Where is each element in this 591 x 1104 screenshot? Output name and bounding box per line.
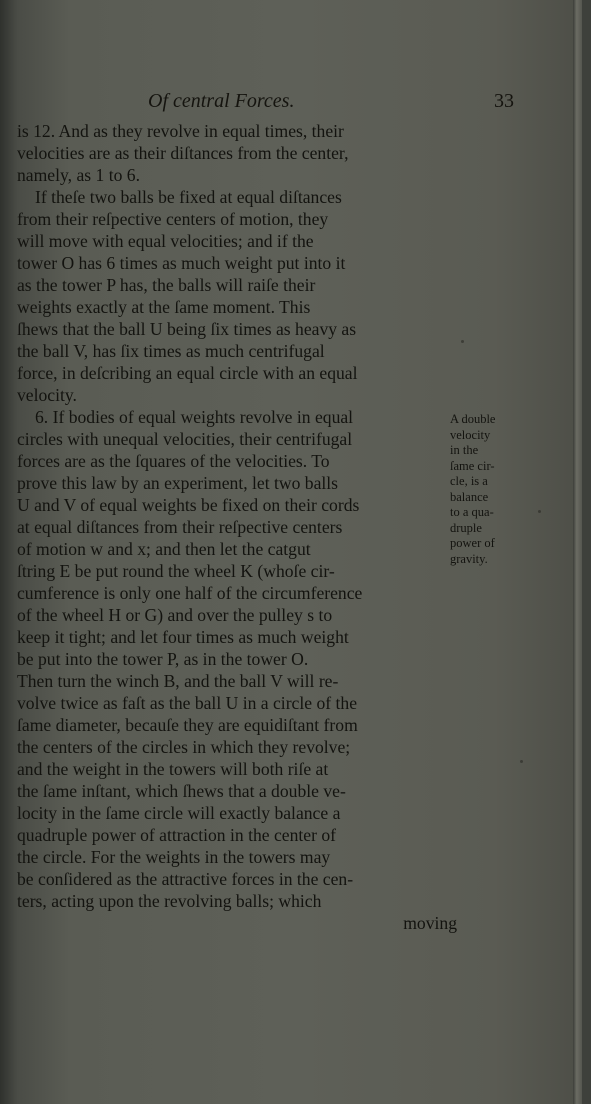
text-line: cumference is only one half of the circumference (17, 583, 363, 603)
text-line: velocities are as their diſtances from the center, (17, 143, 349, 163)
margin-note-line: to a qua- (450, 505, 494, 519)
text-line: as the tower P has, the balls will raiſe their (17, 275, 316, 295)
page-number: 33 (494, 90, 514, 112)
catchword: moving (403, 913, 457, 933)
paper-speck (520, 760, 523, 763)
text-line: be put into the tower P, as in the tower O. (17, 649, 309, 669)
margin-note-line: ſame cir- (450, 458, 495, 473)
text-line: tower O has 6 times as much weight put into it (17, 253, 346, 273)
margin-note-line: power of (450, 536, 495, 550)
text-line: namely, as 1 to 6. (17, 165, 140, 185)
margin-note-line: in the (450, 443, 479, 457)
text-line: at equal diſtances from their reſpective centers (17, 517, 343, 537)
text-line: quadruple power of attraction in the center of (17, 825, 336, 845)
margin-note-line: gravity. (450, 551, 488, 566)
running-title: Of central Forces. (148, 90, 295, 112)
text-line: force, in deſcribing an equal circle with an equal (17, 363, 358, 383)
text-line: velocity. (17, 385, 77, 405)
margin-note-line: balance (450, 489, 489, 504)
text-line: prove this law by an experiment, let two balls (17, 473, 339, 493)
text-line: ſtring E be put round the wheel K (whoſe cir- (17, 561, 335, 581)
paragraph-first-line: 6. If bodies of equal weights revolve in equal (35, 407, 354, 427)
text-line: of motion w and x; and then let the catgut (17, 539, 311, 559)
margin-note-line: druple (450, 520, 482, 535)
text-line: and the weight in the towers will both riſe at (17, 759, 329, 779)
text-line: the ſame inſtant, which ſhews that a double ve- (17, 781, 346, 801)
text-line: volve twice as faſt as the ball U in a circle of the (17, 693, 358, 713)
text-line: the centers of the circles in which they revolve; (17, 737, 351, 757)
text-line: locity in the ſame circle will exactly balance a (17, 803, 341, 823)
text-line: will move with equal velocities; and if the (17, 231, 314, 251)
paper-speck (538, 510, 541, 513)
margin-note-line: velocity (450, 427, 491, 442)
text-line: ters, acting upon the revolving balls; which (17, 891, 322, 911)
text-line: ſhews that the ball U being ſix times as heavy as (17, 319, 357, 339)
text-line: U and V of equal weights be fixed on their cords (17, 495, 360, 515)
text-line: is 12. And as they revolve in equal times, their (17, 121, 344, 141)
page-header (0, 86, 582, 116)
text-line: ſame diameter, becauſe they are equidiſtant from (17, 715, 358, 735)
text-line: forces are as the ſquares of the velocities. To (17, 451, 330, 471)
text-line: of the wheel H or G) and over the pulley s to (17, 605, 333, 625)
margin-note-line: A double (450, 412, 496, 426)
text-line: weights exactly at the ſame moment. This (17, 297, 311, 317)
text-line: be conſidered as the attractive forces in the cen- (17, 869, 354, 889)
text-line: the ball V, has ſix times as much centrifugal (17, 341, 325, 361)
text-line: the circle. For the weights in the towers may (17, 847, 331, 867)
text-line: circles with unequal velocities, their centrifugal (17, 429, 353, 449)
paper-speck (461, 340, 464, 343)
margin-note-line: cle, is a (450, 474, 488, 488)
paragraph-first-line: If theſe two balls be fixed at equal diſtances (35, 187, 342, 207)
text-line: from their reſpective centers of motion, they (17, 209, 329, 229)
text-line: Then turn the winch B, and the ball V will re- (17, 671, 339, 691)
page-edge (573, 0, 582, 1104)
text-line: keep it tight; and let four times as much weight (17, 627, 349, 647)
margin-note (450, 412, 520, 567)
body-text (17, 120, 457, 934)
